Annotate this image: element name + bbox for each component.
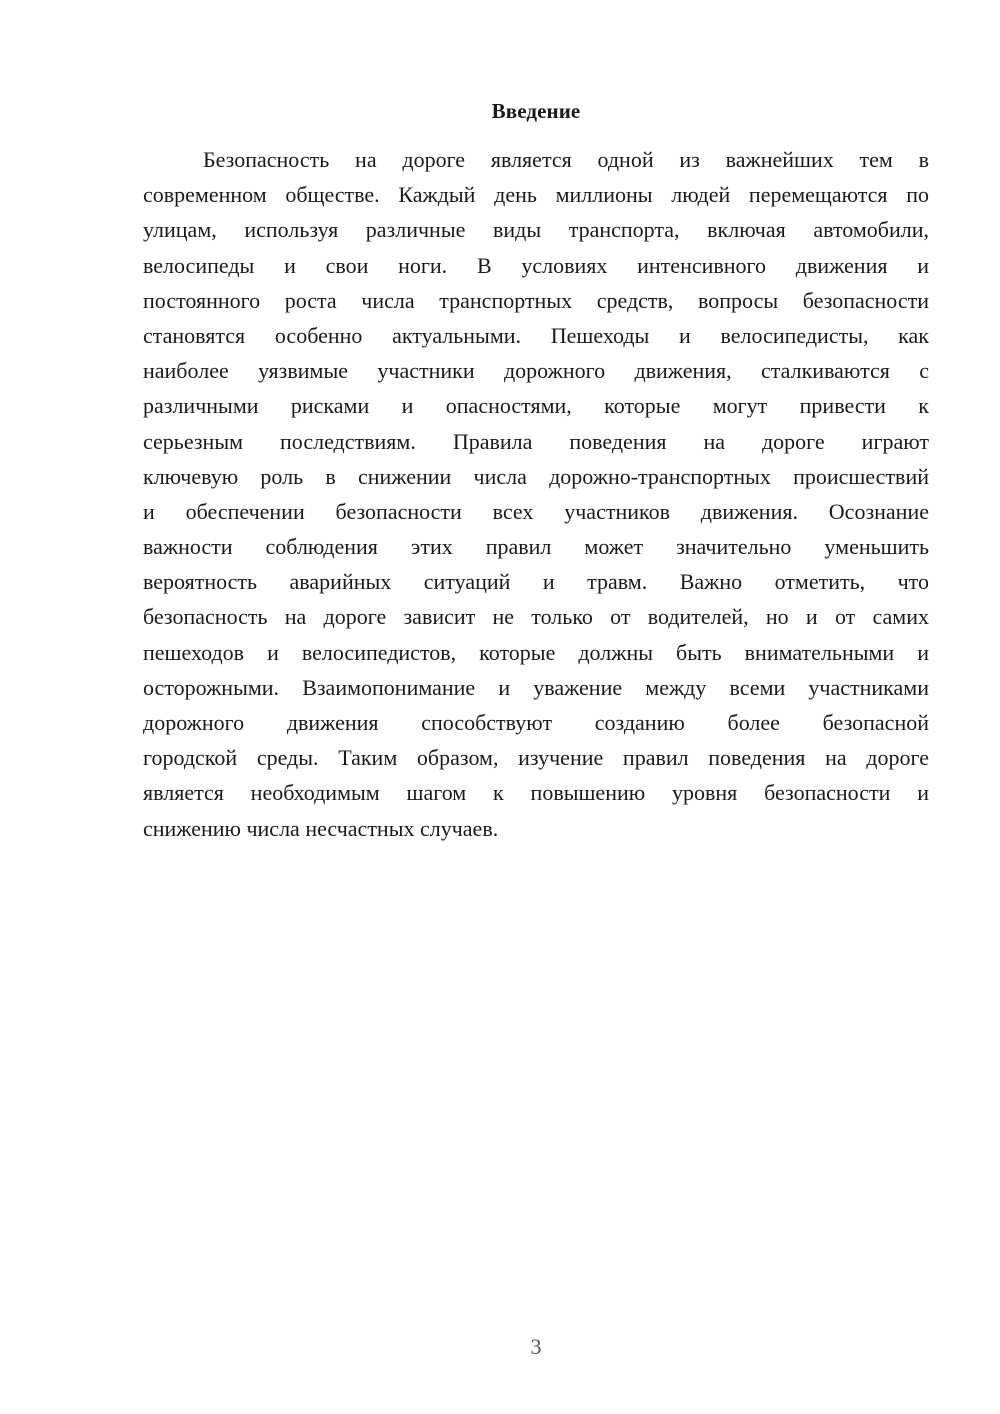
paragraph-line: снижению числа несчастных случаев. [143,815,499,841]
paragraph-line: вероятность аварийных ситуаций и травм. Важно отметить, что [143,569,929,595]
paragraph-line: дорожного движения способствуют созданию более безопасной [143,710,929,735]
paragraph-line: становятся особенно актуальными. Пешеходы и велосипедисты, как [143,322,929,348]
paragraph-line: является необходимым шагом к повышению уровня безопасности и [143,780,929,806]
paragraph-line: ключевую роль в снижении числа дорожно-транспортных происшествий [143,463,929,489]
paragraph-line: наиболее уязвимые участники дорожного движения, сталкиваются с [143,358,929,384]
section-title: Введение [491,99,581,123]
paragraph-line: различными рисками и опасностями, которые могут привести к [143,393,929,419]
paragraph-line: важности соблюдения этих правил может значительно уменьшить [143,534,929,560]
body-paragraph [143,142,929,846]
paragraph-line: осторожными. Взаимопонимание и уважение между всеми участниками [143,674,929,700]
paragraph-line: постоянного роста числа транспортных средств, вопросы безопасности [143,287,929,313]
paragraph-line: и обеспечении безопасности всех участников движения. Осознание [143,498,929,524]
paragraph-line: велосипеды и свои ноги. В условиях интенсивного движения и [143,252,929,278]
paragraph-line: пешеходов и велосипедистов, которые должны быть внимательными и [143,639,929,665]
paragraph-line: безопасность на дороге зависит не только от водителей, но и от самих [143,604,929,630]
paragraph-line: городской среды. Таким образом, изучение правил поведения на дороге [143,745,929,771]
page-number: 3 [530,1334,542,1359]
paragraph-line: Безопасность на дороге является одной из важнейших тем в [203,147,929,172]
paragraph-line: серьезным последствиям. Правила поведения на дороге играют [143,428,929,454]
paragraph-line: современном обществе. Каждый день миллионы людей перемещаются по [143,182,929,208]
paragraph-line: улицам, используя различные виды транспорта, включая автомобили, [143,217,929,243]
